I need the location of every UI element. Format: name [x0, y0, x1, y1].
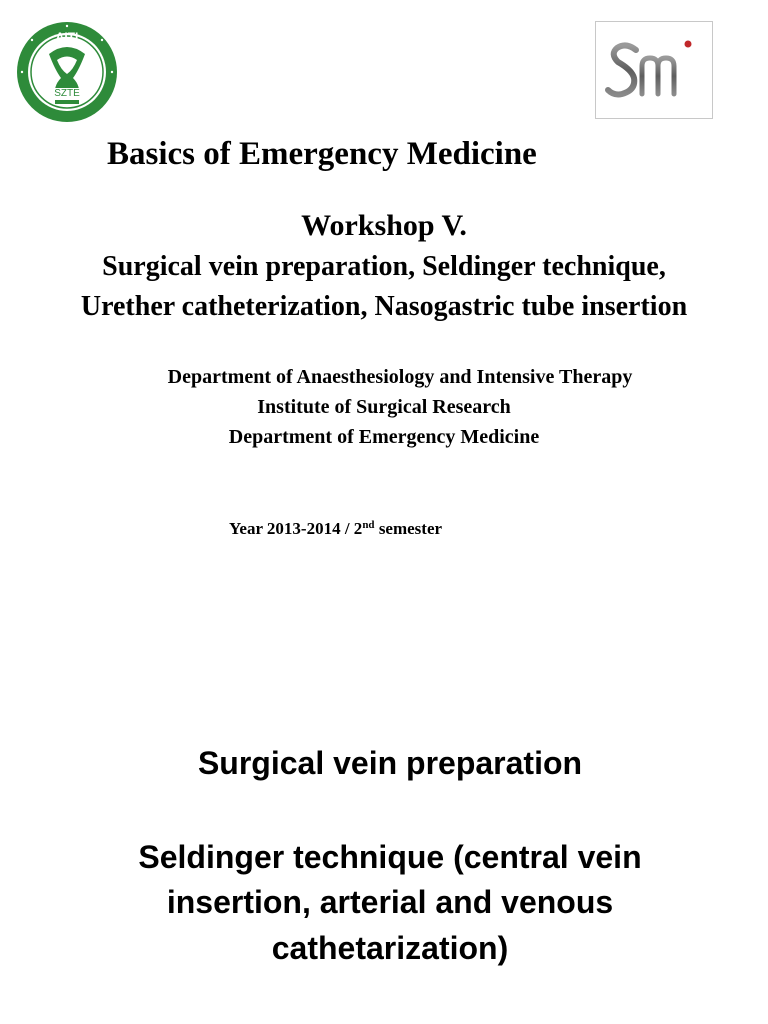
workshop-subtitle-line-2: Urether catheterization, Nasogastric tube insertion — [80, 291, 688, 322]
department-1: Department of Anaesthesiology and Intensive Therapy — [167, 366, 633, 388]
academic-term — [229, 516, 442, 542]
workshop-label: Workshop V. — [301, 209, 467, 242]
smi-logo-icon — [595, 21, 713, 119]
logo-left-bottom-text: SZTE — [51, 88, 83, 100]
szte-aiti-seal-logo-icon — [15, 20, 119, 124]
section-line-3: cathetarization) — [271, 930, 509, 966]
department-2: Institute of Surgical Research — [257, 396, 511, 418]
term-superscript: nd — [362, 519, 375, 531]
course-title: Basics of Emergency Medicine — [107, 136, 537, 172]
logo-left-top-text: AITI — [55, 30, 79, 44]
workshop-subtitle-line-1: Surgical vein preparation, Seldinger technique, — [102, 251, 666, 282]
section-line-2: insertion, arterial and venous — [166, 884, 614, 920]
term-prefix: Year 2013-2014 / 2 — [229, 519, 363, 538]
department-3: Department of Emergency Medicine — [228, 426, 540, 448]
section-heading: Surgical vein preparation — [197, 745, 583, 781]
term-suffix: semester — [374, 519, 443, 538]
section-line-1: Seldinger technique (central vein — [138, 839, 642, 875]
